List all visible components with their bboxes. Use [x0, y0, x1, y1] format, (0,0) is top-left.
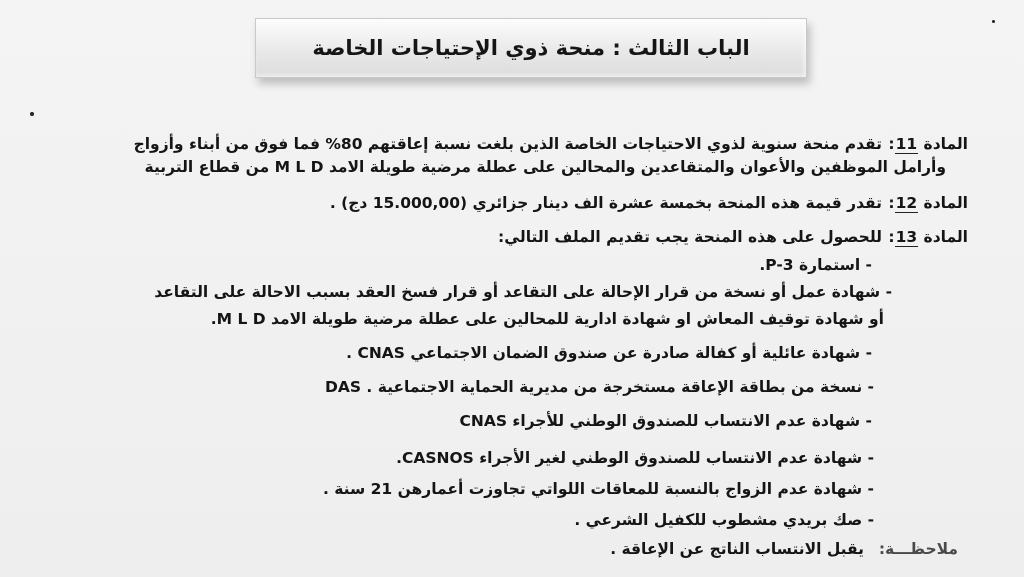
- document-item: - صك بريدي مشطوب للكفيل الشرعي .: [574, 511, 874, 529]
- note-text: يقبل الانتساب الناتج عن الإعاقة .: [610, 540, 864, 558]
- chapter-title: الباب الثالث : منحة ذوي الإحتياجات الخاصة: [312, 36, 750, 60]
- article-label-word: المادة: [923, 228, 968, 246]
- chapter-title-box: [255, 18, 807, 78]
- article-13-line-1: للحصول على هذه المنحة يجب تقديم الملف التالي:: [498, 228, 882, 246]
- article-11-line-1: تقدم منحة سنوية لذوي الاحتياجات الخاصة الذين بلغت نسبة إعاقتهم 80% فما فوق من أبناء وأزواج: [133, 135, 882, 153]
- document-item: - شهادة عدم الانتساب للصندوق الوطني للأجراء CNAS: [459, 412, 872, 430]
- article-number: 13: [895, 228, 918, 246]
- article-label-word: المادة: [923, 194, 968, 212]
- article-13-label: المادة 13:: [888, 228, 968, 246]
- document-item: - شهادة عدم الزواج بالنسبة للمعاقات اللواتي تجاوزت أعمارهن 21 سنة .: [322, 480, 874, 498]
- note-label: ملاحظـــة:: [878, 540, 958, 558]
- speck-mark: [30, 112, 34, 116]
- document-item: - نسخة من بطاقة الإعاقة مستخرجة من مديرية الحماية الاجتماعية . DAS: [325, 378, 874, 396]
- article-12-label: المادة 12:: [888, 194, 968, 212]
- document-item: - شهادة عمل أو نسخة من قرار الإحالة على التقاعد أو قرار فسخ العقد بسبب الاحالة على التقاعد: [154, 283, 892, 301]
- document-item: أو شهادة توقيف المعاش او شهادة ادارية للمحالين على عطلة مرضية طويلة الامد M L D.: [210, 310, 884, 328]
- article-number: 12: [895, 194, 918, 212]
- article-label-word: المادة: [923, 135, 968, 153]
- document-item: - استمارة P-3.: [759, 256, 872, 274]
- article-11-line-2: وأرامل الموظفين والأعوان والمتقاعدين والمحالين على عطلة مرضية طويلة الامد M L D من قطاع التربية: [144, 158, 946, 176]
- article-number: 11: [895, 135, 918, 153]
- document-item: - شهادة عائلية أو كفالة صادرة عن صندوق الضمان الاجتماعي CNAS .: [346, 344, 872, 362]
- document-item: - شهادة عدم الانتساب للصندوق الوطني لغير الأجراء CASNOS.: [396, 449, 874, 467]
- speck-mark: [992, 20, 995, 23]
- article-11-label: المادة 11:: [888, 135, 968, 153]
- article-12-line-1: تقدر قيمة هذه المنحة بخمسة عشرة الف دينار جزائري (15.000,00 دج) .: [329, 194, 882, 212]
